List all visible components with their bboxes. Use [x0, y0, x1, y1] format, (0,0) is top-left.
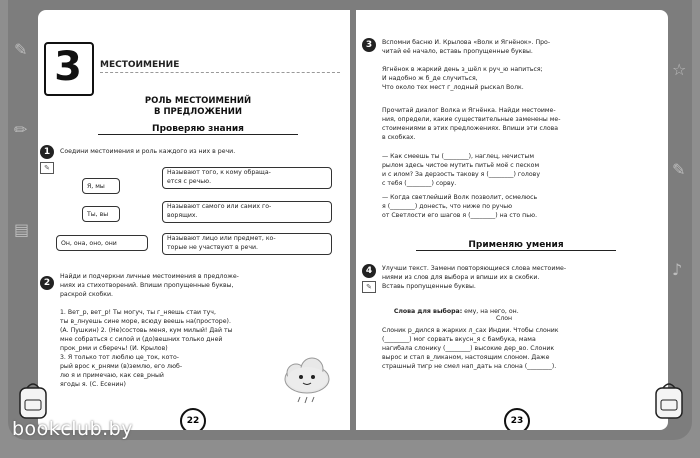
task3-line-16: от Светлости его шагов я (________) на сто пью.: [382, 212, 538, 219]
task3-line-10: — Как смеешь ты (________), наглец, нечистым: [382, 153, 535, 160]
ruler-deco-icon-right: ✎: [672, 160, 686, 179]
backpack-icon-left: [16, 380, 50, 420]
pencil-deco-icon: ✏: [14, 120, 28, 139]
task2-line-8: прок_рми и сберечь! (И. Крылов): [60, 345, 168, 352]
task3-line-14: — Когда светлейший Волк позволит, осмелюсь: [382, 194, 538, 201]
story-title: Слон: [496, 315, 513, 322]
right-page: [356, 10, 668, 430]
pencil-icon-2: ✎: [362, 281, 376, 293]
task2-line-1: Найди и подчеркни личные местоимения в предложе-: [60, 273, 239, 280]
backpack-icon-right: [652, 380, 686, 420]
task2-line-5: ты в_лнуешь сине море, всюду веешь на(просторе).: [60, 318, 231, 325]
story-line-5: страшный тигр не смел нап_дать на слона (________).: [382, 363, 557, 370]
note-deco-icon: ♪: [672, 260, 683, 279]
task-number-2: 2: [40, 276, 54, 290]
page-number-left: 22: [180, 408, 206, 430]
site-watermark: bookclub.by: [12, 418, 133, 440]
task-number-1: 1: [40, 145, 54, 159]
role-box-2[interactable]: Называют самого или самих го- ворящих.: [162, 201, 332, 223]
task2-line-10: рый врос к_рнями (в)землю, его люб-: [60, 363, 183, 370]
subsection-title: Проверяю знания: [98, 124, 298, 135]
cloud-mascot-icon: [282, 355, 332, 411]
subsection-title-right: Применяю умения: [416, 240, 616, 251]
role-box-3[interactable]: Называют лицо или предмет, ко- торые не участвуют в речи.: [162, 233, 332, 255]
choice-label: Слова для выбора:: [393, 308, 463, 316]
pencil-icon: ✎: [40, 162, 54, 174]
pronoun-box-2[interactable]: Ты, вы: [82, 206, 120, 222]
pronoun-box-1[interactable]: Я, мы: [82, 178, 120, 194]
task2-line-2: ниях из стихотворений. Впиши пропущенные буквы,: [60, 282, 234, 289]
book-deco-icon: ▤: [14, 220, 30, 239]
page-number-right: 23: [504, 408, 530, 430]
task3-line-12: и с илом? За дерзость такову я (________) голову: [382, 171, 540, 178]
chapter-number: 3: [54, 44, 82, 90]
task-number-4: 4: [362, 264, 376, 278]
pronoun-box-3[interactable]: Он, она, оно, они: [56, 235, 148, 251]
task3-line-13: с тебя (________) сорву.: [382, 180, 457, 187]
task3-line-8: стоимениями в этих предложениях. Впиши эти слова: [382, 125, 559, 132]
chapter-title-underline: [100, 72, 340, 74]
task2-line-11: лю я и примечаю, как сев_рный: [60, 372, 164, 379]
star-deco-icon: ☆: [672, 60, 687, 79]
task3-line-2: читай её начало, вставь пропущенные буквы.: [382, 48, 533, 55]
choice-words: ему, на него, он.: [462, 308, 519, 316]
task4-line-3: Вставь пропущенные буквы.: [382, 283, 476, 290]
task3-line-5: Что около тех мест г_лодный рыскал Волк.: [382, 84, 524, 91]
section-title-2: В ПРЕДЛОЖЕНИИ: [154, 107, 242, 117]
task1-text: Соедини местоимения и роль каждого из них в речи.: [60, 148, 236, 155]
task3-line-4: И надобно ж б_де случиться,: [382, 75, 478, 82]
story-line-3: нагибала слонику (________) высокие дер_во. Слоник: [382, 345, 555, 352]
task3-line-7: ния, определи, какие существительные заменены ме-: [382, 116, 561, 123]
ruler-icon: ✎: [14, 40, 28, 59]
task2-line-6: (А. Пушкин) 2. (Не)состовь меня, кум милый! Дай ты: [60, 327, 233, 334]
task3-line-6: Прочитай диалог Волка и Ягнёнка. Найди местоиме-: [382, 107, 556, 114]
section-title-1: РОЛЬ МЕСТОИМЕНИЙ: [144, 96, 252, 106]
task2-line-4: 1. Вет_р, вет_р! Ты могуч, ты г_няешь стаи туч,: [60, 309, 216, 316]
task3-line-3: Ягнёнок в жаркий день з_шёл к руч_ю напиться;: [382, 66, 543, 73]
task3-line-1: Вспомни басню И. Крылова «Волк и Ягнёнок». Про-: [382, 39, 551, 46]
task-number-3: 3: [362, 38, 376, 52]
left-page: [38, 10, 350, 430]
task4-line-2: ниями из слов для выбора и впиши их в скобки.: [382, 274, 540, 281]
book-spread: [8, 0, 692, 440]
task2-line-12: ягоды я. (С. Есенин): [60, 381, 126, 388]
role-box-1[interactable]: Называют того, к кому обраща- ется с речью.: [162, 167, 332, 189]
task3-line-9: в скобках.: [382, 134, 416, 141]
story-line-2: (________) мог сорвать вкусн_я с бамбука, мама: [382, 336, 536, 343]
task3-line-11: рылом здесь чистое мутить питьё моё с песком: [382, 162, 540, 169]
task4-line-1: Улучши текст. Замени повторяющиеся слова местоиме-: [382, 265, 567, 272]
story-line-4: вырос и стал в_ликаном, настоящим слоном. Даже: [382, 354, 550, 361]
chapter-title: МЕСТОИМЕНИЕ: [100, 60, 180, 70]
task2-line-7: мне собраться с силой и (до)вешних только дней: [60, 336, 223, 343]
task2-line-3: раскрой скобки.: [60, 291, 114, 298]
task2-line-9: 3. Я только тот люблю це_ток, кото-: [60, 354, 180, 361]
task3-line-15: я (________) донесть, что ниже по ручью: [382, 203, 513, 210]
story-line-1: Слоник р_дился в жарких л_сах Индии. Чтобы слоник: [382, 327, 559, 334]
